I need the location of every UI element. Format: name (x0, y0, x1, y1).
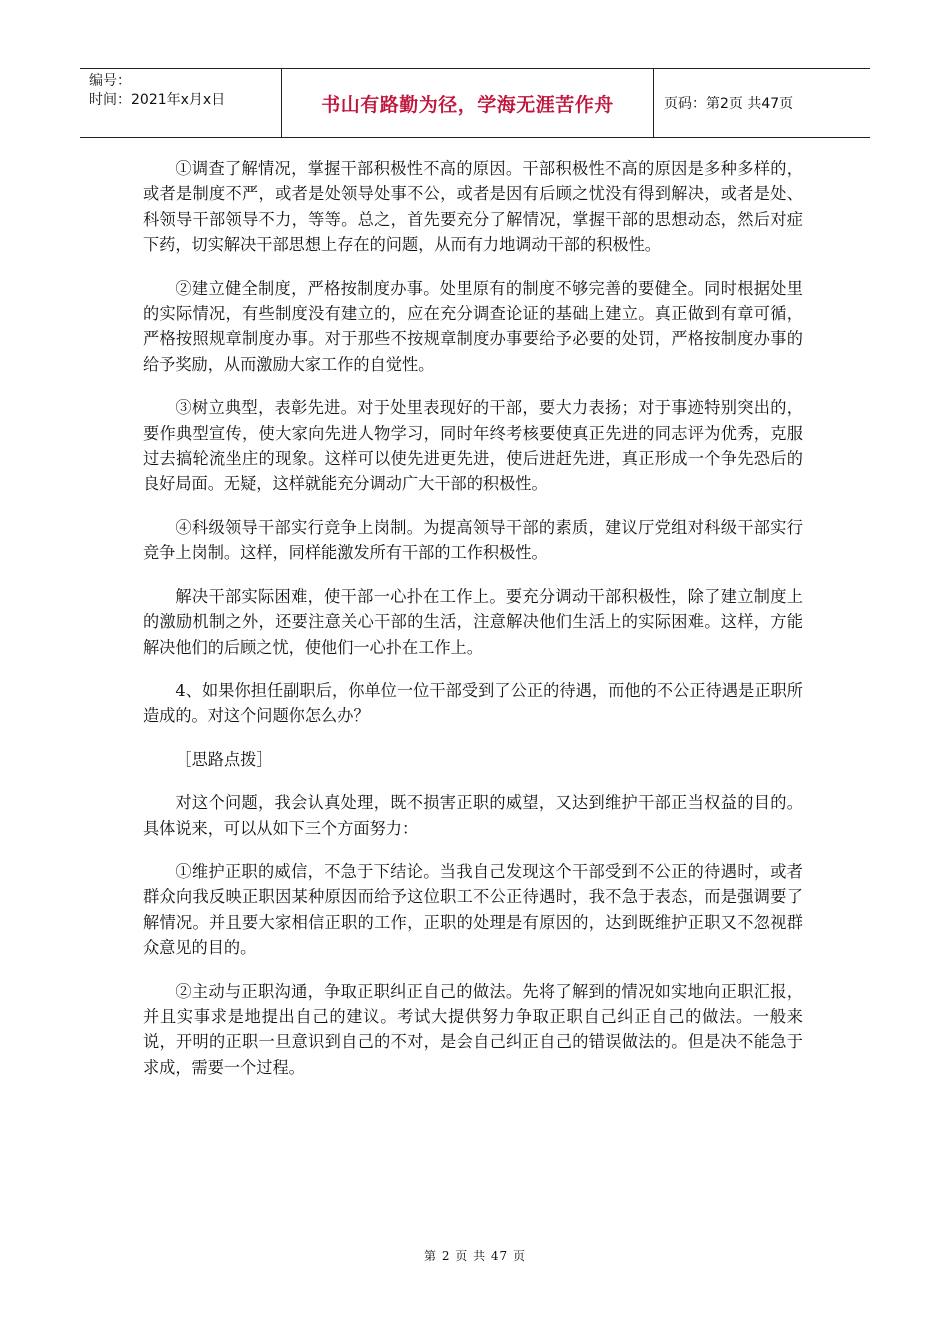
header-meta (80, 69, 282, 137)
paragraph: ③树立典型，表彰先进。对于处里表现好的干部，要大力表扬；对于事迹特别突出的，要作典型宣传，使大家向先进人物学习，同时年终考核要使真正先进的同志评为优秀，克服过去搞轮流坐庄的现象。这样可以使先进更先进，使后进赶先进，真正形成一个争先恐后的良好局面。无疑，这样就能充分调动广大干部的积极性。 (143, 398, 803, 494)
paragraph: ②主动与正职沟通，争取正职纠正自己的做法。先将了解到的情况如实地向正职汇报，并且实事求是地提出自己的建议。考试大提供努力争取正职自己纠正自己的做法。一般来说，开明的正职一旦意识到自己的不对，是会自己纠正自己的错误做法的。但是决不能急于求成，需要一个过程。 (143, 981, 803, 1077)
paragraph: ①调查了解情况，掌握干部积极性不高的原因。干部积极性不高的原因是多种多样的，或者是制度不严，或者是处领导处事不公，或者是因有后顾之忧没有得到解决，或者是处、科领导干部领导不力，等等。总之，首先要充分了解情况，掌握干部的思想动态，然后对症下药，切实解决干部思想上存在的问题，从而有力地调动干部的积极性。 (143, 159, 803, 255)
paragraph: 对这个问题，我会认真处理，既不损害正职的威望，又达到维护干部正当权益的目的。具体说来，可以从如下三个方面努力： (143, 793, 803, 838)
header-motto: 书山有路勤为径，学海无涯苦作舟 (321, 93, 614, 116)
paragraph: ②建立健全制度，严格按制度办事。处里原有的制度不够完善的要健全。同时根据处里的实际情况，有些制度没有建立的，应在充分调查论证的基础上建立。真正做到有章可循，严格按照规章制度办事。对于那些不按规章制度办事要给予必要的处罚，严格按制度办事的给予奖励，从而激励大家工作的自觉性。 (143, 278, 803, 374)
paragraph: ①维护正职的威信，不急于下结论。当我自己发现这个干部受到不公正的待遇时，或者群众向我反映正职因某种原因而给予这位职工不公正待遇时，我不急于表态，而是强调要了解情况。并且要大家相信正职的工作，正职的处理是有原因的，达到既维护正职又不忽视群众意见的目的。 (143, 861, 803, 958)
header-motto-cell (282, 69, 654, 137)
document-date-label: 时间：2021年x月x日 (89, 92, 226, 108)
header-page-info: 页码：第2页 共47页 (664, 96, 794, 112)
document-body (143, 156, 803, 1098)
document-number-label: 编号： (89, 73, 131, 89)
page-header (80, 68, 870, 138)
paragraph: 解决干部实际困难，使干部一心扑在工作上。要充分调动干部积极性，除了建立制度上的激励机制之外，还要注意关心干部的生活，注意解决他们生活上的实际困难。这样，方能解决他们的后顾之忧，使他们一心扑在工作上。 (143, 586, 803, 657)
section-heading: ［思路点拨］ (175, 749, 273, 769)
page-footer: 第 2 页 共 47 页 (424, 1249, 526, 1263)
question-paragraph: 4、如果你担任副职后，你单位一位干部受到了公正的待遇，而他的不公正待遇是正职所造成的。对这个问题你怎么办？ (143, 680, 803, 726)
paragraph: ④科级领导干部实行竞争上岗制。为提高领导干部的素质，建议厅党组对科级干部实行竞争上岗制。这样，同样能激发所有干部的工作积极性。 (143, 517, 803, 563)
